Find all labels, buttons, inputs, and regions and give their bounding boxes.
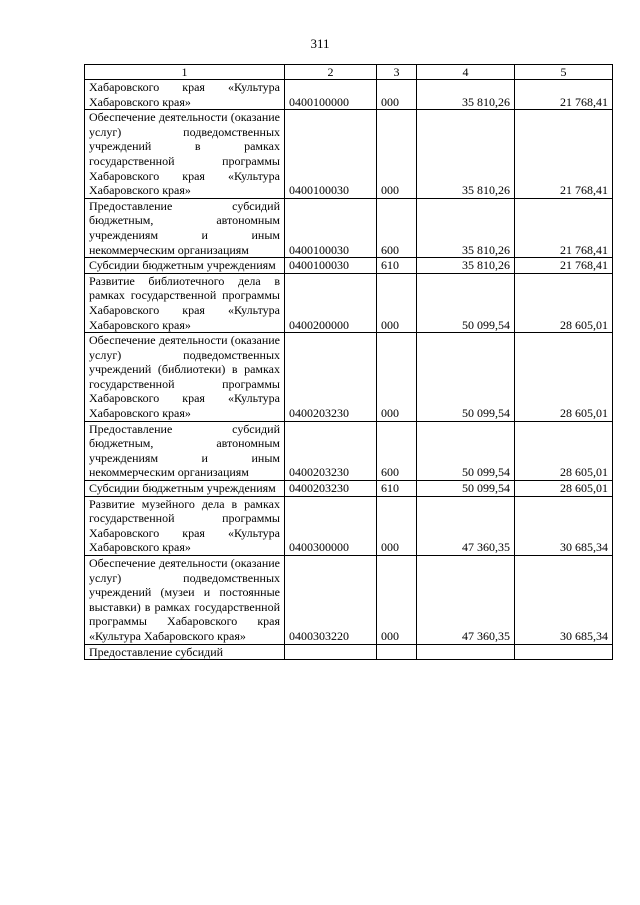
row-expense-type: 000 [377,496,417,555]
row-code: 0400203230 [285,421,377,480]
table-row [85,198,613,257]
header-col-3: 3 [377,65,417,80]
row-amount-executed: 30 685,34 [515,556,613,645]
row-amount-executed: 21 768,41 [515,110,613,199]
table-row [85,644,613,660]
row-expense-type: 000 [377,556,417,645]
row-code: 0400100000 [285,80,377,110]
header-col-1: 1 [85,65,285,80]
row-amount-executed: 21 768,41 [515,198,613,257]
row-expense-type: 600 [377,421,417,480]
row-amount-planned: 50 099,54 [417,333,515,422]
budget-table [84,64,613,660]
row-name: Субсидии бюджетным учреждениям [85,481,285,497]
header-col-4: 4 [417,65,515,80]
row-expense-type: 000 [377,333,417,422]
row-code: 0400303220 [285,556,377,645]
row-amount-planned: 35 810,26 [417,198,515,257]
row-name: Предоставление субсидий бюджетным, автономным учреждениям и иным некоммерческим организациям [85,198,285,257]
row-amount-planned [417,644,515,660]
row-code: 0400100030 [285,110,377,199]
table-row [85,496,613,555]
row-name: Развитие библиотечного дела в рамках государственной программы Хабаровского края «Культура Хабаровского края» [85,273,285,332]
row-amount-executed: 21 768,41 [515,258,613,274]
row-amount-executed: 21 768,41 [515,80,613,110]
row-code: 0400300000 [285,496,377,555]
row-expense-type [377,644,417,660]
row-code: 0400200000 [285,273,377,332]
row-amount-executed: 28 605,01 [515,273,613,332]
row-name: Предоставление субсидий [85,644,285,660]
row-amount-executed: 28 605,01 [515,421,613,480]
table-header-row [85,65,613,80]
row-name: Субсидии бюджетным учреждениям [85,258,285,274]
row-code [285,644,377,660]
header-col-2: 2 [285,65,377,80]
row-amount-planned: 35 810,26 [417,258,515,274]
row-name: Обеспечение деятельности (оказание услуг) подведомственных учреждений (библиотеки) в рамках государственной программы Хабаровского края «Культура Хабаровского края» [85,333,285,422]
row-expense-type: 610 [377,481,417,497]
row-amount-planned: 50 099,54 [417,273,515,332]
row-code: 0400203230 [285,333,377,422]
row-expense-type: 000 [377,80,417,110]
row-amount-planned: 50 099,54 [417,481,515,497]
page-number: 311 [310,36,330,51]
row-name: Обеспечение деятельности (оказание услуг) подведомственных учреждений (музеи и постоянные выставки) в рамках государственной программы Хабаровского края «Культура Хабаровского края» [85,556,285,645]
table-row [85,481,613,497]
row-amount-executed: 30 685,34 [515,496,613,555]
row-amount-executed: 28 605,01 [515,333,613,422]
row-code: 0400203230 [285,481,377,497]
row-amount-planned: 47 360,35 [417,496,515,555]
table-row [85,273,613,332]
row-amount-executed: 28 605,01 [515,481,613,497]
row-name: Развитие музейного дела в рамках государственной программы Хабаровского края «Культура Хабаровского края» [85,496,285,555]
row-amount-planned: 35 810,26 [417,110,515,199]
table-body [85,80,613,660]
row-amount-planned: 47 360,35 [417,556,515,645]
table-row [85,258,613,274]
row-code: 0400100030 [285,258,377,274]
table-row [85,110,613,199]
table-row [85,333,613,422]
row-name: Обеспечение деятельности (оказание услуг) подведомственных учреждений в рамках государственной программы Хабаровского края «Культура Хабаровского края» [85,110,285,199]
row-name: Предоставление субсидий бюджетным, автономным учреждениям и иным некоммерческим организациям [85,421,285,480]
table-row [85,556,613,645]
row-code: 0400100030 [285,198,377,257]
row-amount-planned: 35 810,26 [417,80,515,110]
row-amount-executed [515,644,613,660]
table-row [85,421,613,480]
row-expense-type: 000 [377,273,417,332]
row-name: Хабаровского края «Культура Хабаровского края» [85,80,285,110]
row-expense-type: 610 [377,258,417,274]
table-row [85,80,613,110]
header-col-5: 5 [515,65,613,80]
row-expense-type: 600 [377,198,417,257]
row-expense-type: 000 [377,110,417,199]
row-amount-planned: 50 099,54 [417,421,515,480]
